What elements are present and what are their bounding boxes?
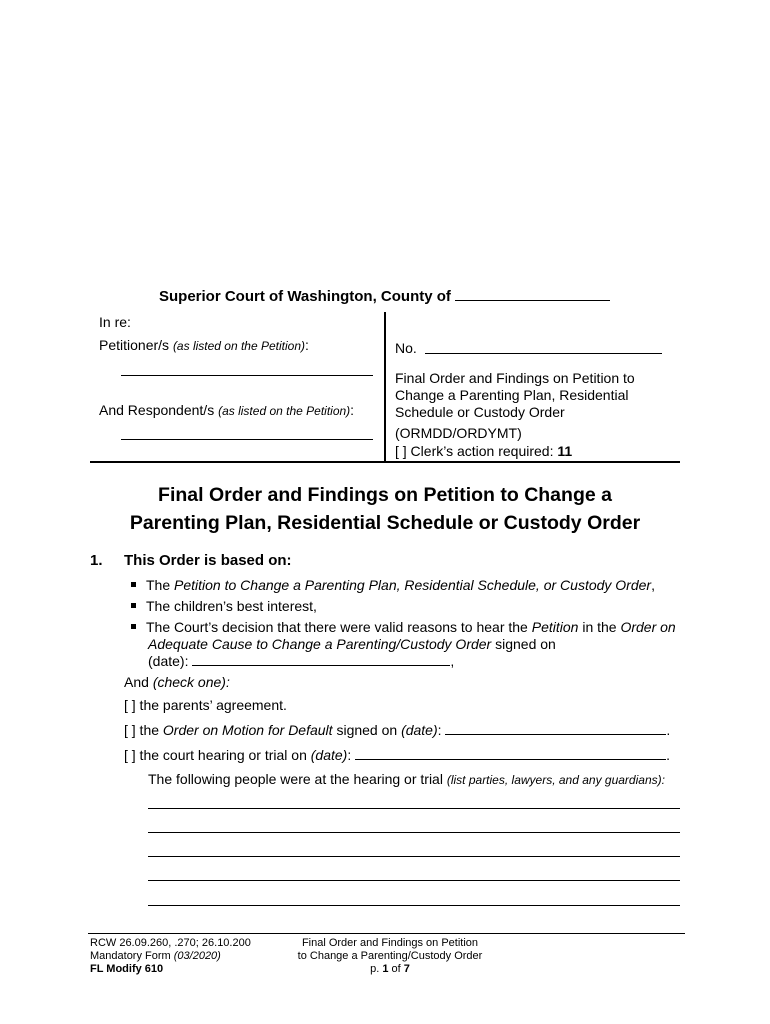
- option-italic: Order on Motion for Default: [162, 722, 333, 738]
- people-hint: (list parties, lawyers, and any guardians):: [446, 773, 665, 787]
- bullet-text: The Court’s decision that there were valid reasons to hear the: [146, 619, 532, 635]
- petitioner-name-line[interactable]: [121, 375, 373, 376]
- option-italic: (date): [310, 747, 348, 763]
- default-order-date-line[interactable]: [445, 722, 666, 735]
- clerk-action-text: [ ] Clerk’s action required:: [395, 443, 554, 459]
- footer-statute: RCW 26.09.260, .270; 26.10.200: [90, 937, 251, 949]
- page-prefix: p.: [370, 963, 383, 975]
- bullet-item: [131, 598, 317, 614]
- case-number-label: No.: [395, 340, 417, 356]
- option-text: signed on: [332, 722, 402, 738]
- comma: ,: [450, 653, 455, 669]
- option-court-hearing[interactable]: [124, 747, 670, 763]
- and-hint: (check one):: [152, 674, 230, 690]
- period: .: [666, 722, 671, 738]
- form-title-line: Change a Parenting Plan, Residential: [395, 387, 629, 403]
- bullet-text: signed on: [491, 636, 556, 652]
- petitioner-label: [99, 337, 309, 353]
- footer-title-line: Final Order and Findings on Petition: [301, 937, 479, 949]
- footer-center: [270, 937, 510, 976]
- form-title-line: Final Order and Findings on Petition to: [395, 370, 635, 386]
- page-total: 7: [403, 963, 410, 975]
- court-heading-text: Superior Court of Washington, County of: [159, 288, 451, 305]
- bullet-text: The children’s best interest,: [146, 598, 317, 614]
- hearing-date-line[interactable]: [355, 747, 666, 760]
- and-label: And: [124, 674, 153, 690]
- option-text: :: [437, 722, 442, 738]
- and-check-one: [124, 674, 230, 690]
- people-present-line[interactable]: [148, 905, 680, 906]
- option-text: :: [347, 747, 352, 763]
- footer-form-id: FL Modify 610: [90, 963, 164, 975]
- footer-rule: [88, 933, 685, 934]
- people-text: The following people were at the hearing or trial: [148, 771, 447, 787]
- option-text: [ ] the court hearing or trial on: [124, 747, 311, 763]
- people-present-line[interactable]: [148, 808, 680, 809]
- option-italic: (date): [401, 722, 438, 738]
- respondent-name-line[interactable]: [121, 439, 373, 440]
- respondent-label: [99, 402, 354, 418]
- adequate-cause-date: [148, 653, 454, 669]
- people-present-label: [148, 771, 665, 787]
- footer-page: [270, 963, 510, 976]
- respondent-hint: (as listed on the Petition): [218, 404, 351, 418]
- respondent-label-text: And Respondent/s: [99, 402, 215, 418]
- bullet-italic: Adequate Cause to Change a Parenting/Custody Order: [148, 636, 492, 652]
- option-default-order[interactable]: [124, 722, 670, 738]
- section-heading: This Order is based on:: [124, 552, 292, 569]
- option-text: [ ] the: [124, 722, 163, 738]
- footer-form-type-text: Mandatory Form: [90, 950, 174, 962]
- option-parents-agreement[interactable]: [ ] the parents’ agreement.: [124, 697, 287, 713]
- clerk-action[interactable]: [395, 443, 572, 459]
- petitioner-colon: :: [305, 337, 309, 353]
- bullet-icon: [131, 603, 136, 608]
- in-re-label: In re:: [99, 314, 131, 330]
- footer-form-type: [90, 950, 251, 963]
- caption-bottom-rule: [90, 461, 680, 463]
- period: .: [666, 747, 671, 763]
- page-of: of: [388, 963, 404, 975]
- form-title-line: Schedule or Custody Order: [395, 404, 565, 420]
- bullet-icon: [131, 582, 136, 587]
- court-heading: [159, 287, 610, 305]
- form-code: (ORMDD/ORDYMT): [395, 425, 522, 441]
- bullet-text: ,: [651, 577, 655, 593]
- bullet-text: The: [146, 577, 175, 593]
- case-number-line[interactable]: [425, 353, 662, 354]
- title-line-2: Parenting Plan, Residential Schedule or Custody Order: [129, 512, 641, 534]
- caption-divider: [384, 312, 386, 462]
- footer-title-line: to Change a Parenting/Custody Order: [297, 950, 483, 962]
- bullet-item: [131, 577, 655, 593]
- petitioner-label-text: Petitioner/s: [99, 337, 170, 353]
- bullet-icon: [131, 624, 136, 629]
- bullet-italic: Order on: [620, 619, 676, 635]
- bullet-continuation: [148, 636, 556, 652]
- county-blank[interactable]: [455, 287, 610, 301]
- adequate-cause-date-line[interactable]: [192, 653, 450, 666]
- people-present-line[interactable]: [148, 832, 680, 833]
- respondent-colon: :: [350, 402, 355, 418]
- section-number: 1.: [90, 552, 103, 569]
- form-title-box: [395, 370, 635, 442]
- bullet-item: [131, 619, 676, 635]
- clerk-action-number: 11: [557, 443, 573, 459]
- bullet-text: in the: [578, 619, 621, 635]
- bullet-italic: Petition: [531, 619, 579, 635]
- document-title: [60, 481, 710, 537]
- date-label: (date):: [148, 653, 189, 669]
- title-line-1: Final Order and Findings on Petition to Change a: [158, 484, 612, 506]
- footer-left: [90, 937, 251, 976]
- footer-form-date: (03/2020): [173, 950, 221, 962]
- page-number: 1: [382, 963, 389, 975]
- people-present-line[interactable]: [148, 856, 680, 857]
- people-present-line[interactable]: [148, 880, 680, 881]
- petitioner-hint: (as listed on the Petition): [172, 339, 306, 353]
- bullet-italic: Petition to Change a Parenting Plan, Residential Schedule, or Custody Order: [174, 577, 652, 593]
